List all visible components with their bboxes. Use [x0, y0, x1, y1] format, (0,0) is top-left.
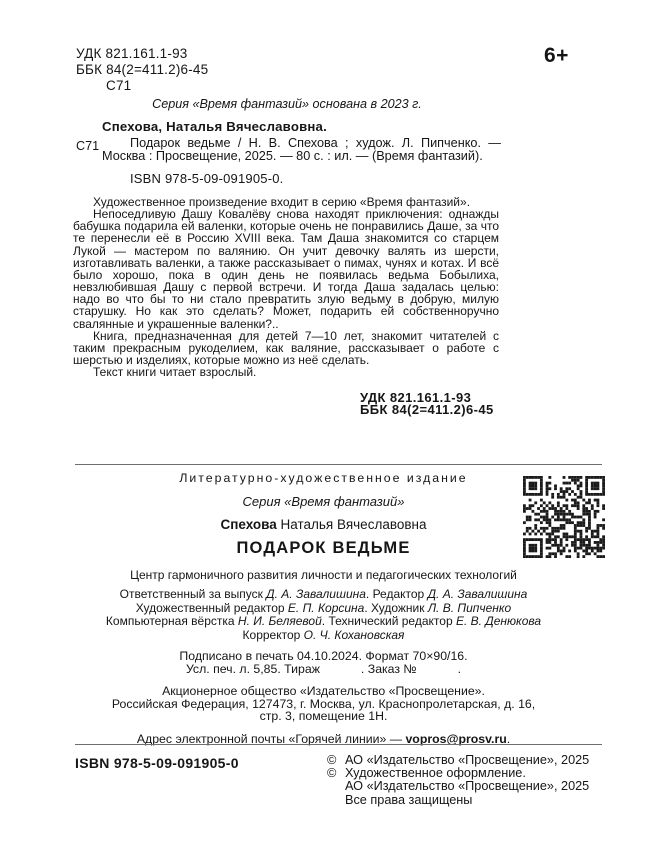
- text-segment: vopros@prosv.ru: [405, 732, 507, 747]
- text-segment: Д. А. Завалишина: [266, 587, 366, 601]
- copyright-row: [327, 767, 589, 807]
- author-heading: Спехова, Наталья Вячеславовна.: [102, 119, 327, 134]
- imprint-section: [75, 471, 572, 746]
- text-segment: Спехова: [220, 517, 277, 532]
- text-segment: . Редактор: [365, 587, 428, 601]
- book-title: ПОДАРОК ВЕДЬМЕ: [236, 539, 411, 557]
- staff-credits: [75, 588, 572, 642]
- udk-code: УДК 821.161.1-93: [76, 46, 188, 61]
- publishing-center-name: Центр гармоничного развития личности и педагогических технологий: [130, 568, 517, 582]
- text-line: Усл. печ. л. 5,85. Тираж . Заказ № .: [185, 662, 462, 677]
- text-segment: Корректор: [242, 627, 304, 642]
- print-info: [75, 650, 572, 676]
- qr-code: [523, 476, 605, 558]
- text-segment: Е. В. Денюкова: [455, 614, 542, 629]
- bib-description: Подарок ведьме / Н. В. Спехова ; худож. Л. Пипченко. — Москва : Просвещение, 2025. — 80 с. : ил. — (Время фантазий).: [102, 136, 501, 164]
- annotation-paragraph: Художественное произведение входит в серию «Время фантазий».: [93, 195, 471, 209]
- age-rating-badge: 6+: [544, 44, 569, 67]
- copyright-text: АО «Издательство «Просвещение», 2025: [345, 753, 590, 767]
- copyright-block: [327, 754, 589, 807]
- annotation-paragraph: Текст книги читает взрослый.: [93, 365, 257, 380]
- bib-author-sign: С71: [76, 139, 100, 153]
- copyright-text: Художественное оформление. АО «Издательство «Просвещение», 2025 Все права защищены: [345, 766, 590, 807]
- text-segment: Л. В. Пипченко: [427, 600, 512, 615]
- annotation-paragraph: Непоседливую Дашу Ковалёву снова находят приключения: однажды бабушка подарила ей валенки, которые очень не понравились Даше, за что те перенесли её в Россию XVIII века. Там Даша знакомится со старцем Лукой — мастером по валянию. Он учит девочку валять из шерсти, изготавливать валенки, а также рассказывает о пимах, чунях и котах. И всё было хорошо, пока в один день не появилась ведьма Бобылиха, невзлюбившая Дашу с первой встречи. И тогда Даша задалась целью: надо во что бы то ни стало превратить злую ведьму в добрую, милую старушку. Но как это сделать? Может, подарить ей собственноручно свалянные и украшенные валенки?..: [73, 207, 499, 331]
- text-segment: О. Ч. Кохановская: [303, 627, 405, 642]
- text-segment: Е. П. Корсина: [287, 600, 365, 615]
- text-segment: Художественный редактор: [135, 600, 288, 615]
- catalog-codes-bottom: [360, 392, 494, 417]
- divider-top: [75, 464, 602, 465]
- text-line: Российская Федерация, 127473, г. Москва, ул. Краснопролетарская, д. 16,: [111, 696, 536, 711]
- text-segment: . Технический редактор: [321, 614, 456, 629]
- bbk-code: ББК 84(2=411.2)6-45: [76, 61, 209, 77]
- catalog-codes-top: [76, 46, 208, 93]
- author-sign-code: С71: [106, 77, 132, 93]
- text-segment: Ответственный за выпуск: [119, 587, 267, 601]
- imprint-series: Серия «Время фантазий»: [242, 494, 405, 509]
- text-segment: . Художник: [364, 600, 428, 615]
- text-line: Подписано в печать 04.10.2024. Формат 70×90/16.: [179, 649, 468, 664]
- text-line: [75, 602, 572, 616]
- annotation-block: [73, 196, 499, 378]
- footer-isbn: ISBN 978-5-09-091905-0: [75, 755, 239, 771]
- bib-isbn: ISBN 978-5-09-091905-0.: [130, 171, 284, 187]
- bibliographic-entry: [75, 137, 501, 186]
- text-line: Акционерное общество «Издательство «Просвещение».: [162, 684, 485, 699]
- bbk-code-bottom: ББК 84(2=411.2)6-45: [360, 402, 494, 418]
- annotation-paragraph: Книга, предназначенная для детей 7—10 лет, знакомит читателей с таким прекрасным рукоделием, как валяние, рассказывает о работе с шерстью и изделиях, которые можно из неё сделать.: [73, 328, 499, 368]
- text-segment: Д. А. Завалишина: [427, 587, 528, 601]
- divider-bottom: [75, 744, 602, 745]
- text-line: [75, 629, 572, 643]
- copyright-symbol: ©: [327, 753, 337, 767]
- text-segment: Наталья Вячеславовна: [276, 517, 427, 532]
- text-segment: .: [506, 732, 511, 747]
- edition-type: Литературно-художественное издание: [179, 471, 468, 485]
- series-founded-note: Серия «Время фантазий» основана в 2023 г.: [152, 97, 422, 111]
- text-segment: Адрес электронной почты «Горячей линии» —: [136, 732, 406, 747]
- text-line: [75, 588, 572, 602]
- publisher-address: [75, 685, 572, 722]
- text-line: стр. 3, помещение 1Н.: [259, 709, 388, 723]
- udk-code-bottom: УДК 821.161.1-93: [360, 390, 472, 405]
- text-line: [75, 615, 572, 629]
- text-segment: Компьютерная вёрстка: [105, 614, 238, 629]
- text-segment: Н. И. Беляевой: [237, 614, 322, 629]
- copyright-symbol: ©: [327, 766, 337, 781]
- imprint-author: [75, 517, 572, 532]
